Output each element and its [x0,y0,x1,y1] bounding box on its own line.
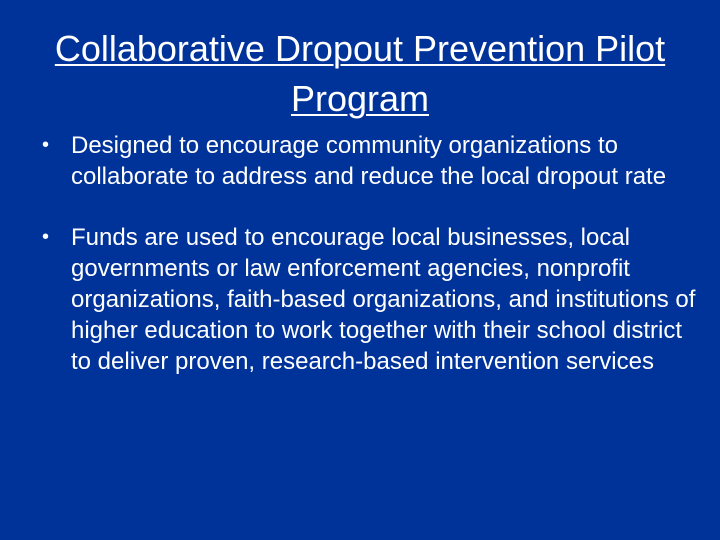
bullet-text-2: Funds are used to encourage local businesses, local governments or law enforcement agencies, nonprofit organizations, faith-based organizations, and institutions of higher education to work together with their school district to deliver proven, research-based intervention services [71,224,696,375]
bullet-marker: • [42,134,50,156]
bullet-item-2 [30,222,700,377]
slide-title: Collaborative Dropout Prevention Pilot Program [54,28,666,119]
bullet-text-1: Designed to encourage community organizations to collaborate to address and reduce the local dropout rate [71,132,667,190]
bullet-marker: • [42,226,50,248]
bullet-item-1 [30,130,700,192]
bullet-list [30,130,700,407]
